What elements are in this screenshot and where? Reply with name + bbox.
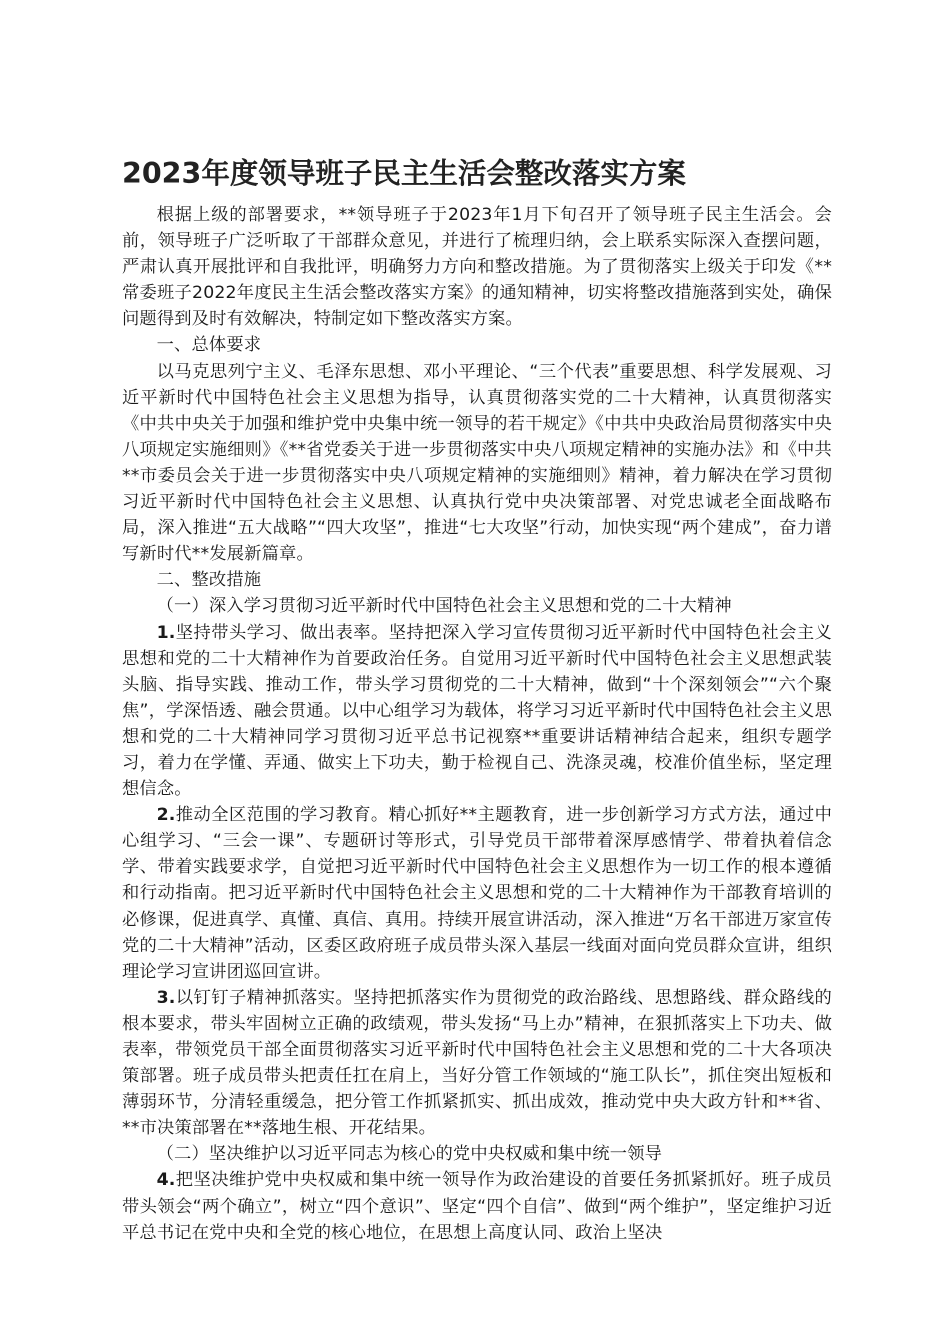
measure-item-4 — [122, 1167, 832, 1245]
section-2-heading: 二、整改措施 — [156, 570, 262, 591]
measure-item-2 — [122, 802, 832, 985]
subsection-2-heading: （二）坚决维护以习近平同志为核心的党中央权威和集中统一领导 — [156, 1144, 663, 1165]
document-page — [122, 148, 832, 1246]
measure-text: 把坚决维护党中央权威和集中统一领导作为政治建设的首要任务抓紧抓好。班子成员带头领会“两个确立”，树立“四个意识”、坚定“四个自信”、做到“两个维护”，坚定维护习近平总书记在党中央和全党的核心地位，在思想上高度认同、政治上坚决 — [122, 1170, 832, 1243]
measure-item-3 — [122, 985, 832, 1142]
measure-number: 3. — [156, 987, 176, 1008]
section-1-body: 以马克思列宁主义、毛泽东思想、邓小平理论、“三个代表”重要思想、科学发展观、习近平新时代中国特色社会主义思想为指导，认真贯彻落实党的二十大精神，认真贯彻落实《中共中央关于加强和维护党中央集中统一领导的若干规定》《中共中央政治局贯彻落实中央八项规定实施细则》《**省党委关于进一步贯彻落实中央八项规定精神的实施办法》和《中共**市委员会关于进一步贯彻落实中央八项规定精神的实施细则》精神，着力解决在学习贯彻习近平新时代中国特色社会主义思想、认真执行党中央决策部署、对党忠诚老全面战略布局，深入推进“五大战略”“四大攻坚”，推进“七大攻坚”行动，加快实现“两个建成”，奋力谱写新时代**发展新篇章。 — [122, 361, 832, 565]
subsection-1-heading: （一）深入学习贯彻习近平新时代中国特色社会主义思想和党的二十大精神 — [156, 596, 732, 617]
measure-number: 2. — [156, 805, 176, 826]
document-title: 2023年度领导班子民主生活会整改落实方案 — [122, 157, 686, 190]
measure-text: 推动全区范围的学习教育。精心抓好**主题教育，进一步创新学习方式方法，通过中心组学习、“三会一课”、专题研讨等形式，引导党员干部带着深厚感情学、带着执着信念学、带着实践要求学，自觉把习近平新时代中国特色社会主义思想作为一切工作的根本遵循和行动指南。把习近平新时代中国特色社会主义思想和党的二十大精神作为干部教育培训的必修课，促进真学、真懂、真信、真用。持续开展宣讲活动，深入推进“万名干部进万家宣传党的二十大精神”活动，区委区政府班子成员带头深入基层一线面对面向党员群众宣讲，组织理论学习宣讲团巡回宣讲。 — [122, 805, 832, 982]
measure-text: 坚持带头学习、做出表率。坚持把深入学习宣传贯彻习近平新时代中国特色社会主义思想和党的二十大精神作为首要政治任务。自觉用习近平新时代中国特色社会主义思想武装头脑、指导实践、推动工作，带头学习贯彻党的二十大精神，做到“十个深刻领会”“六个聚焦”，学深悟透、融会贯通。以中心组学习为载体，将学习习近平新时代中国特色社会主义思想和党的二十大精神同学习贯彻习近平总书记视察**重要讲话精神结合起来，组织专题学习，着力在学懂、弄通、做实上下功夫，勤于检视自己、洗涤灵魂，校准价值坐标，坚定理想信念。 — [122, 622, 832, 800]
measure-number: 4. — [156, 1170, 176, 1191]
intro-paragraph: 根据上级的部署要求，**领导班子于2023年1月下旬召开了领导班子民主生活会。会前，领导班子广泛听取了干部群众意见，并进行了梳理归纳，会上联系实际深入查摆问题，严肃认真开展批评和自我批评，明确努力方向和整改措施。为了贯彻落实上级关于印发《**常委班子2022年度民主生活会整改落实方案》的通知精神，切实将整改措施落到实处，确保问题得到及时有效解决，特制定如下整改落实方案。 — [122, 205, 832, 330]
measure-number: 1. — [156, 622, 176, 643]
measure-text: 以钉钉子精神抓落实。坚持把抓落实作为贯彻党的政治路线、思想路线、群众路线的根本要求，带头牢固树立正确的政绩观，带头发扬“马上办”精神，在狠抓落实上下功夫、做表率，带领党员干部全面贯彻落实习近平新时代中国特色社会主义思想和党的二十大各项决策部署。班子成员带头把责任扛在肩上，当好分管工作领域的“施工队长”，抓住突出短板和薄弱环节，分清轻重缓急，把分管工作抓紧抓实、抓出成效，推动党中央大政方针和**省、**市决策部署在**落地生根、开花结果。 — [122, 987, 832, 1139]
measure-item-1 — [122, 620, 832, 803]
section-1-heading: 一、总体要求 — [156, 335, 262, 356]
